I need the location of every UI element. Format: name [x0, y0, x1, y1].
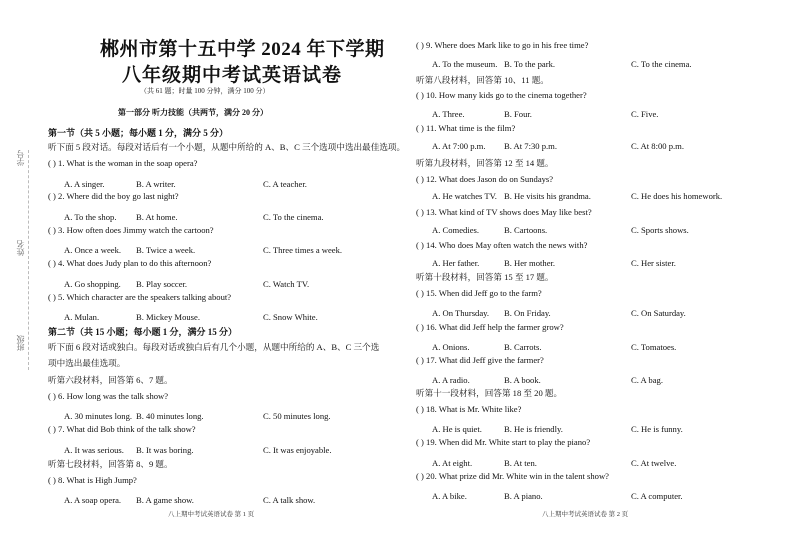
question-4-option-a: A. Go shopping.: [64, 279, 121, 289]
question-17: ( ) 17. What did Jeff give the farmer?: [416, 355, 544, 365]
question-13-option-b: B. Cartoons.: [504, 225, 548, 235]
question-18-option-a: A. He is quiet.: [432, 424, 482, 434]
question-17-option-c: C. A bag.: [631, 375, 663, 385]
question-4-option-b: B. Play soccer.: [136, 279, 188, 289]
question-2-option-c: C. To the cinema.: [263, 212, 324, 222]
question-18: ( ) 18. What is Mr. White like?: [416, 404, 522, 414]
sidebar-label-name: 姓名: [16, 240, 25, 256]
question-2: ( ) 2. Where did the boy go last night?: [48, 191, 179, 201]
question-8: ( ) 8. What is High Jump?: [48, 475, 137, 485]
question-18-option-b: B. He is friendly.: [504, 424, 563, 434]
question-2-option-a: A. To the shop.: [64, 212, 117, 222]
question-11-option-c: C. At 8:00 p.m.: [631, 141, 685, 151]
question-13-option-a: A. Comedies.: [432, 225, 480, 235]
material-7: 听第七段材料，回答第 8、9 题。: [48, 459, 173, 469]
page-title: 郴州市第十五中学 2024 年下学期: [100, 39, 385, 60]
question-7-option-b: B. It was boring.: [136, 445, 194, 455]
question-5: ( ) 5. Which character are the speakers talking about?: [48, 292, 232, 302]
question-4: ( ) 4. What does Judy plan to do this afternoon?: [48, 258, 212, 268]
question-20-option-a: A. A bike.: [432, 491, 467, 501]
material-8: 听第八段材料，回答第 10、11 题。: [416, 75, 549, 85]
question-9-option-c: C. To the cinema.: [631, 59, 692, 69]
question-15-option-a: A. On Thursday.: [432, 308, 490, 318]
page-subtitle: 八年级期中考试英语试卷: [122, 65, 343, 86]
question-2-option-b: B. At home.: [136, 212, 178, 222]
question-5-option-a: A. Mulan.: [64, 312, 100, 322]
question-3-option-b: B. Twice a week.: [136, 245, 196, 255]
question-10: ( ) 10. How many kids go to the cinema together?: [416, 90, 587, 100]
question-7-option-a: A. It was serious.: [64, 445, 124, 455]
question-1: ( ) 1. What is the woman in the soap opera?: [48, 158, 198, 168]
section2-instructions-cont: 项中选出最佳选项。: [48, 358, 126, 368]
question-14-option-a: A. Her father.: [432, 258, 480, 268]
question-10-option-b: B. Four.: [504, 109, 532, 119]
question-4-option-c: C. Watch TV.: [263, 279, 310, 289]
question-3: ( ) 3. How often does Jimmy watch the cartoon?: [48, 225, 214, 235]
question-10-option-c: C. Five.: [631, 109, 659, 119]
question-12-option-b: B. He visits his grandma.: [504, 191, 591, 201]
material-6: 听第六段材料，回答第 6、7 题。: [48, 375, 173, 385]
question-12-option-a: A. He watches TV.: [432, 191, 497, 201]
section1-title: 第一节（共 5 小题；每小题 1 分，满分 5 分）: [48, 128, 229, 138]
question-15-option-b: B. On Friday.: [504, 308, 551, 318]
material-11: 听第十一段材料，回答第 18 至 20 题。: [416, 388, 563, 398]
question-16-option-b: B. Carrots.: [504, 342, 542, 352]
question-16-option-a: A. Onions.: [432, 342, 470, 352]
part-heading: 第一部分 听力技能（共两节，满分 20 分）: [118, 108, 268, 117]
question-16: ( ) 16. What did Jeff help the farmer grow?: [416, 322, 564, 332]
question-11: ( ) 11. What time is the film?: [416, 123, 516, 133]
question-13: ( ) 13. What kind of TV shows does May like best?: [416, 207, 592, 217]
question-19-option-a: A. At eight.: [432, 458, 473, 468]
question-3-option-c: C. Three times a week.: [263, 245, 343, 255]
question-19: ( ) 19. When did Mr. White start to play the piano?: [416, 437, 591, 447]
question-14-option-b: B. Her mother.: [504, 258, 556, 268]
question-9-option-a: A. To the museum.: [432, 59, 498, 69]
question-16-option-c: C. Tomatoes.: [631, 342, 677, 352]
question-9-option-b: B. To the park.: [504, 59, 556, 69]
question-12: ( ) 12. What does Jason do on Sundays?: [416, 174, 554, 184]
question-5-option-b: B. Mickey Mouse.: [136, 312, 200, 322]
question-8-option-c: C. A talk show.: [263, 495, 316, 505]
question-7-option-c: C. It was enjoyable.: [263, 445, 332, 455]
material-10: 听第十段材料，回答第 15 至 17 题。: [416, 272, 554, 282]
question-3-option-a: A. Once a week.: [64, 245, 122, 255]
question-6-option-a: A. 30 minutes long.: [64, 411, 133, 421]
question-17-option-a: A. A radio.: [432, 375, 470, 385]
question-19-option-c: C. At twelve.: [631, 458, 677, 468]
question-20-option-c: C. A computer.: [631, 491, 683, 501]
section2-title: 第二节（共 15 小题；每小题 1 分，满分 15 分）: [48, 327, 238, 337]
question-6: ( ) 6. How long was the talk show?: [48, 391, 169, 401]
question-1-option-a: A. A singer.: [64, 179, 105, 189]
footer-right: 八上期中考试英语试卷 第 2 页: [542, 511, 629, 518]
question-1-option-b: B. A writer.: [136, 179, 176, 189]
question-9: ( ) 9. Where does Mark like to go in his free time?: [416, 40, 589, 50]
question-11-option-a: A. At 7:00 p.m.: [432, 141, 486, 151]
footer-left: 八上期中考试英语试卷 第 1 页: [168, 511, 255, 518]
question-15: ( ) 15. When did Jeff go to the farm?: [416, 288, 542, 298]
question-18-option-c: C. He is funny.: [631, 424, 683, 434]
question-19-option-b: B. At ten.: [504, 458, 537, 468]
exam-meta: （共 61 题；时量 100 分钟，满分 100 分）: [140, 87, 270, 95]
section2-instructions: 听下面 6 段对话或独白。每段对话或独白后有几个小题，从题中所给的 A、B、C 三个选: [48, 342, 380, 352]
question-5-option-c: C. Snow White.: [263, 312, 318, 322]
binding-line: [28, 150, 29, 370]
sidebar-label-class: 班级: [16, 335, 25, 351]
question-12-option-c: C. He does his homework.: [631, 191, 723, 201]
section1-instructions: 听下面 5 段对话。每段对话后有一个小题，从题中所给的 A、B、C 三个选项中选出最佳选项。: [48, 142, 406, 152]
question-17-option-b: B. A book.: [504, 375, 541, 385]
question-10-option-a: A. Three.: [432, 109, 465, 119]
question-7: ( ) 7. What did Bob think of the talk show?: [48, 424, 196, 434]
question-1-option-c: C. A teacher.: [263, 179, 307, 189]
material-9: 听第九段材料，回答第 12 至 14 题。: [416, 158, 554, 168]
question-8-option-b: B. A game show.: [136, 495, 194, 505]
question-13-option-c: C. Sports shows.: [631, 225, 689, 235]
question-6-option-b: B. 40 minutes long.: [136, 411, 204, 421]
question-6-option-c: C. 50 minutes long.: [263, 411, 331, 421]
question-11-option-b: B. At 7:30 p.m.: [504, 141, 558, 151]
question-14: ( ) 14. Who does May often watch the news with?: [416, 240, 588, 250]
question-15-option-c: C. On Saturday.: [631, 308, 686, 318]
question-14-option-c: C. Her sister.: [631, 258, 676, 268]
question-20-option-b: B. A piano.: [504, 491, 543, 501]
question-8-option-a: A. A soap opera.: [64, 495, 122, 505]
question-20: ( ) 20. What prize did Mr. White win in the talent show?: [416, 471, 609, 481]
sidebar-label-student-id: 学号: [16, 150, 25, 166]
